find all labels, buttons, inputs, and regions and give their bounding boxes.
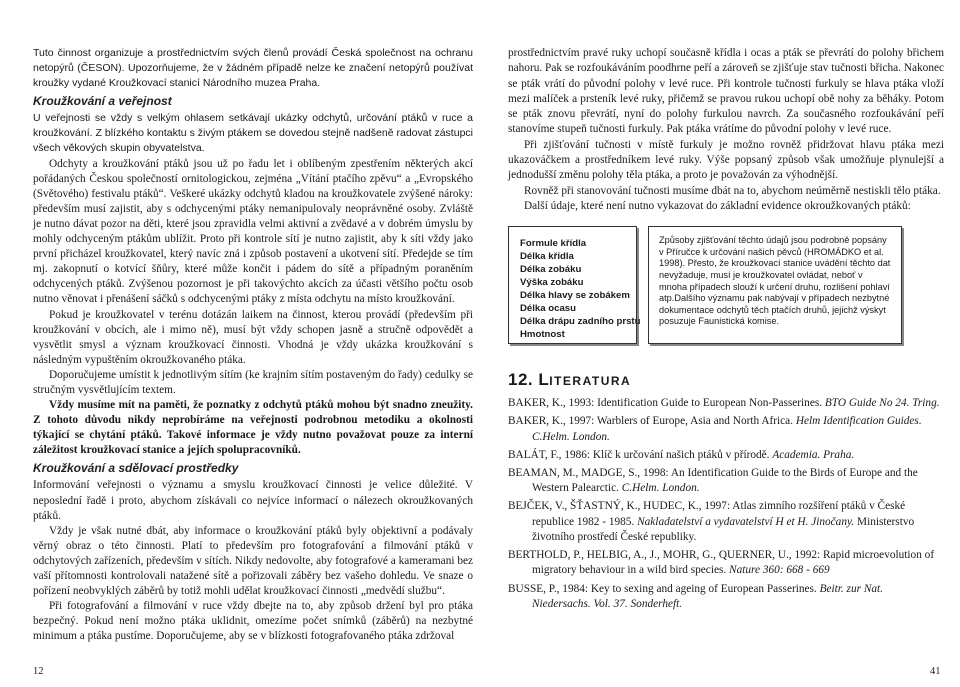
measurement-item: Délka hlavy se zobákem — [520, 290, 630, 302]
literature-heading-rest: ITERATURA — [549, 374, 632, 389]
measurement-item: Hmotnost — [520, 329, 565, 341]
intro-paragraph: Tuto činnost organizuje a prostřednictvím svých členů provádí Česká společnost na ochranu netopýrů (ČESON). Upozorňujeme, že v žádném případě nelze ke značení netopýrů používat kroužky vydané Kroužkovací stanicí Národního muzea Praha. — [33, 47, 473, 90]
literature-heading — [508, 370, 944, 390]
note-box: Způsoby zjišťování těchto údajů jsou podrobně popsány v Příručce k určování našich pěvců (HROMÁDKO et al. 1998). Přesto, že kroužkovací stanice uvádění těchto dat nevyžaduje, musí je kroužkovatel ovládat, neboť v mnoha případech slouží k určení druhu, rozlišení pohlaví atp.Dalšího významu pak nabývají v případech nezbytné dokumentace odchytů těch ptačích druhů, jejichž výskyt posuzuje Faunistická komise. — [648, 226, 902, 344]
ref-source: Beitr. zur Nat. Niedersachs. Vol. 37. Sonderheft. — [532, 582, 883, 610]
literature-heading-number: 12. L — [508, 370, 550, 390]
fat-paragraph-1: prostřednictvím pravé ruky uchopí současně křídla i ocas a pták se převrátí do polohy břichem nahoru. Pak se rozfoukáváním poodhrne peří a zároveň se zjišťuje stav tučnosti břicha. Nakonec se pták vrátí do původní polohy v levé ruce. Při kontrole tučnosti furkuly se hlava ptáka vloží mezi malíček a prsteník levé ruky, přičemž se pravou rukou uchopí obě nohy za běháky. Potom se pták znovu převrátí, nyní do polohy furkulou navrch. Za současného rozfoukávání peří stanovíme stupeň tučnosti furkuly. Pak ptáka vrátíme do původní polohy v levé ruce. — [508, 47, 944, 136]
media-paragraph-3: Při fotografování a filmování v ruce vždy dbejte na to, aby způsob držení byl pro ptáka bezpečný. Pokud není možno ptáka uklidnit, omezíme počet snímků (záběrů) na nezbytné minimum a ptáka pustíme. Doporučujeme, aby se v blízkosti fotografovaného ptáka zdržoval — [33, 600, 473, 643]
public-paragraph-1: U veřejnosti se vždy s velkým ohlasem setkávají ukázky odchytů, určování ptáků v ruce a kroužkování. Z blízkého kontaktu s živým ptákem se dovedou stejně nadšeně radovat zástupci všech věkových skupin obyvatelstva. — [33, 112, 473, 155]
reference-item — [508, 499, 944, 545]
ref-source: Nature 360: 668 - 669 — [729, 564, 830, 577]
reference-item — [508, 396, 944, 411]
ref-text: BUSSE, P., 1984: Key to sexing and ageing of European Passerines. — [508, 582, 820, 595]
public-paragraph-3: Pokud je kroužkovatel v terénu dotázán laikem na činnost, kterou provádí (především při kroužkování v obcích, ale i mimo ně), musí být vždy schopen jasně a stručně odpovědět a vysvětlit smysl a význam kroužkovací činnosti. Vhodná je vždy ukázka kroužkování s následným vypuštěním okroužkovaného ptáka. — [33, 308, 473, 366]
page-number-left: 12 — [33, 666, 44, 677]
ref-text: BAKER, K., 1997: Warblers of Europe, Asia and North Africa. — [508, 415, 796, 428]
reference-item — [508, 448, 944, 463]
measurement-item: Výška zobáku — [520, 277, 584, 289]
ref-source: Nakladatelství a vydavatelství H et H. Jinočany. — [637, 515, 855, 528]
media-paragraph-2: Vždy je však nutné dbát, aby informace o kroužkování ptáků byly objektivní a podávaly věrný obraz o této činnosti. Platí to především pro fotografování a filmování ptáků v odchytových zařízeních, především v sítích. Nikdy nedovolte, aby fotografové a kameramani bez vaší přítomnosti kontrolovali natažené sítě a pořizovali záběry bez vašeho dohledu. Ve snaze o pořízení neobvyklých záběrů by totiž mohli udělat kroužkovací činnosti „medvědí službu“. — [33, 524, 473, 598]
fat-paragraph-3: Rovněž při stanovování tučnosti musíme dbát na to, abychom neúměrně nestiskli tělo ptáka. — [524, 184, 941, 197]
measurements-box — [508, 226, 641, 344]
right-column — [508, 46, 944, 615]
measurement-item: Formule křídla — [520, 238, 587, 250]
ref-text: BALÁT, F., 1986: Klíč k určování našich ptáků v přírodě. — [508, 448, 773, 461]
media-paragraph-1: Informování veřejnosti o významu a smyslu kroužkovací činnosti je velice důležité. V neposlední řadě i proto, abychom získávali co nejvíce informací o nálezech okroužkovaných ptáků. — [33, 479, 473, 522]
ref-source: BTO Guide No 24. Tring. — [824, 397, 940, 410]
page-number-right: 41 — [930, 666, 941, 677]
reference-item — [508, 466, 944, 496]
section-heading-public: Kroužkování a veřejnost — [33, 94, 172, 109]
reference-item — [508, 548, 944, 578]
ref-text: BEJČEK, V., ŠŤASTNÝ, K., HUDEC, K., 1997: Atlas zimního rozšíření ptáků v České republice 1982 - 1985. — [508, 500, 906, 528]
public-paragraph-4: Doporučujeme umístit k jednotlivým sítím (ke krajním sítím postaveným do řady) cedulky se stručným vysvětlujícím textem. — [33, 368, 473, 396]
public-paragraph-2: Odchyty a kroužkování ptáků jsou už po řadu let i oblíbeným zpestřením některých akcí pořádaných Českou společností ornitologickou, zejména „Vítání ptačího zpěvu“ a „Evropského (Světového) festivalu ptáků“. Veškeré ukázky odchytů kladou na kroužkovatele zvýšené nároky: především musí zajistit, aby s odchycenými ptáky nemanipulovaly neoprávněné osoby. Zvláště je nutno dávat pozor na děti, které jsou zpravidla velmi aktivní a zvědavé a v dobrém úmyslu by mohly odchyceným ptákům ublížit. Proto při kontrole sítí je nutno zajistit, aby k síti vždy jako první přicházel kroužkovatel, který navíc zná i způsob postavení a ukotvení sítí. Předejde se tím mj. zakopnutí o kotvící šňůry, které může končit i pádem do sítě a případným poraněním odchycených ptáků. Zvýšenou pozornost je při takovýchto akcích za účasti většího počtu osob nutno věnovat i přenášení sáčků s odchycenými ptáky z místa odchytu na místo kroužkování. — [33, 157, 473, 306]
measurement-item: Délka zobáku — [520, 264, 582, 276]
ref-source: C.Helm. London. — [621, 482, 700, 495]
ref-text: BEAMAN, M., MADGE, S., 1998: An Identification Guide to the Birds of Europe and the Western Palearctic. — [508, 467, 918, 495]
ref-text: BAKER, K., 1993: Identification Guide to European Non-Passerines. — [508, 397, 825, 410]
measurement-item: Délka drápu zadního prstu — [520, 316, 641, 328]
ref-source: Helm Identification Guides. C.Helm. London. — [532, 415, 922, 443]
section-heading-media: Kroužkování a sdělovací prostředky — [33, 461, 239, 476]
measurement-item: Délka křídla — [520, 251, 574, 263]
left-column — [33, 46, 473, 644]
ref-source: Academia. Praha. — [772, 448, 855, 461]
measurement-item: Délka ocasu — [520, 303, 576, 315]
info-boxes — [508, 222, 944, 352]
ref-text: BERTHOLD, P., HELBIG, A., J., MOHR, G., QUERNER, U., 1992: Rapid microevolution of migratory behaviour in a wild bird species. — [508, 549, 935, 577]
reference-item — [508, 582, 944, 612]
warning-paragraph: Vždy musíme mít na paměti, že poznatky z odchytů ptáků mohou být snadno zneužity. Z tohoto důvodu nikdy neprobíráme na veřejnosti podrobnou metodiku a okolnosti týkající se chytání ptáků. Takové informace je vždy nutno považovat pouze za interní záležitost kroužkovací stanice a jejích spolupracovníků. — [33, 399, 473, 457]
fat-paragraph-2: Při zjišťování tučnosti v místě furkuly je možno rovněž přidržovat hlavu ptáka mezi ukazováčkem a prostředníkem levé ruky. Výše popsaný způsob však umožňuje plynulejší a jednodušší změnu polohy těla ptáka, a proto je považován za výhodnější. — [508, 138, 944, 182]
extra-data-paragraph: Další údaje, které není nutno vykazovat do základní evidence okroužkovaných ptáků: — [524, 199, 911, 212]
reference-item — [508, 414, 944, 444]
ref-extra: Ministerstvo životního prostředí České republiky. — [532, 515, 915, 543]
